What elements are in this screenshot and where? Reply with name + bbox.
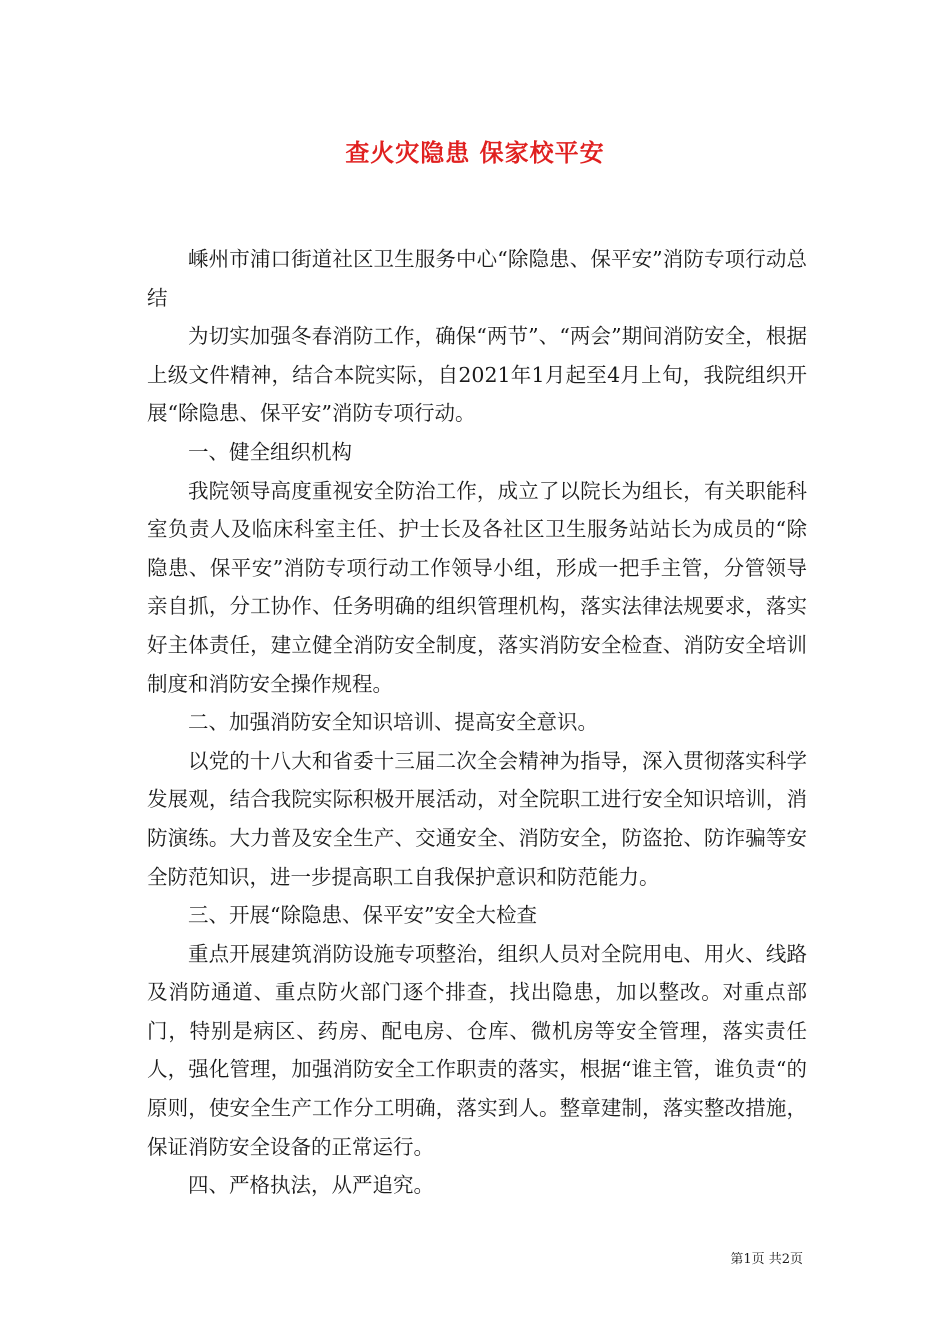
page-number-footer: 第1页 共2页 <box>730 1252 803 1267</box>
paragraph-intro: 为切实加强冬春消防工作，确保“两节”、“两会”期间消防安全，根据上级文件精神，结合本院实际，自2021年1月起至4月上旬，我院组织开展“除隐患、保平安”消防专项行动。 <box>147 324 807 426</box>
section-heading-1: 一、健全组织机构 <box>188 439 352 464</box>
paragraph-subtitle: 嵊州市浦口街道社区卫生服务中心“除隐患、保平安”消防专项行动总结 <box>147 247 807 310</box>
section-heading-3: 三、开展“除隐患、保平安”安全大检查 <box>188 903 537 928</box>
document-body <box>147 240 807 1205</box>
paragraph-section-3: 重点开展建筑消防设施专项整治，组织人员对全院用电、用火、线路及消防通道、重点防火部门逐个排查，找出隐患，加以整改。对重点部门，特别是病区、药房、配电房、仓库、微机房等安全管理，落实责任人，强化管理，加强消防安全工作职责的落实，根据“谁主管，谁负责“的原则，使安全生产工作分工明确，落实到人。整章建制，落实整改措施，保证消防安全设备的正常运行。 <box>147 941 807 1159</box>
paragraph-section-1: 我院领导高度重视安全防治工作，成立了以院长为组长，有关职能科室负责人及临床科室主任、护士长及各社区卫生服务站站长为成员的“除隐患、保平安”消防专项行动工作领导小组，形成一把手主管，分管领导亲自抓，分工协作、任务明确的组织管理机构，落实法律法规要求，落实好主体责任，建立健全消防安全制度，落实消防安全检查、消防安全培训制度和消防安全操作规程。 <box>147 478 807 696</box>
paragraph-section-2: 以党的十八大和省委十三届二次全会精神为指导，深入贯彻落实科学发展观，结合我院实际积极开展活动，对全院职工进行安全知识培训，消防演练。大力普及安全生产、交通安全、消防安全，防盗抢、防诈骗等安全防范知识，进一步提高职工自我保护意识和防范能力。 <box>147 748 807 889</box>
section-heading-4: 四、严格执法，从严追究。 <box>188 1173 434 1198</box>
document-title: 查火灾隐患 保家校平安 <box>345 139 605 167</box>
section-heading-2: 二、加强消防安全知识培训、提高安全意识。 <box>188 710 598 735</box>
